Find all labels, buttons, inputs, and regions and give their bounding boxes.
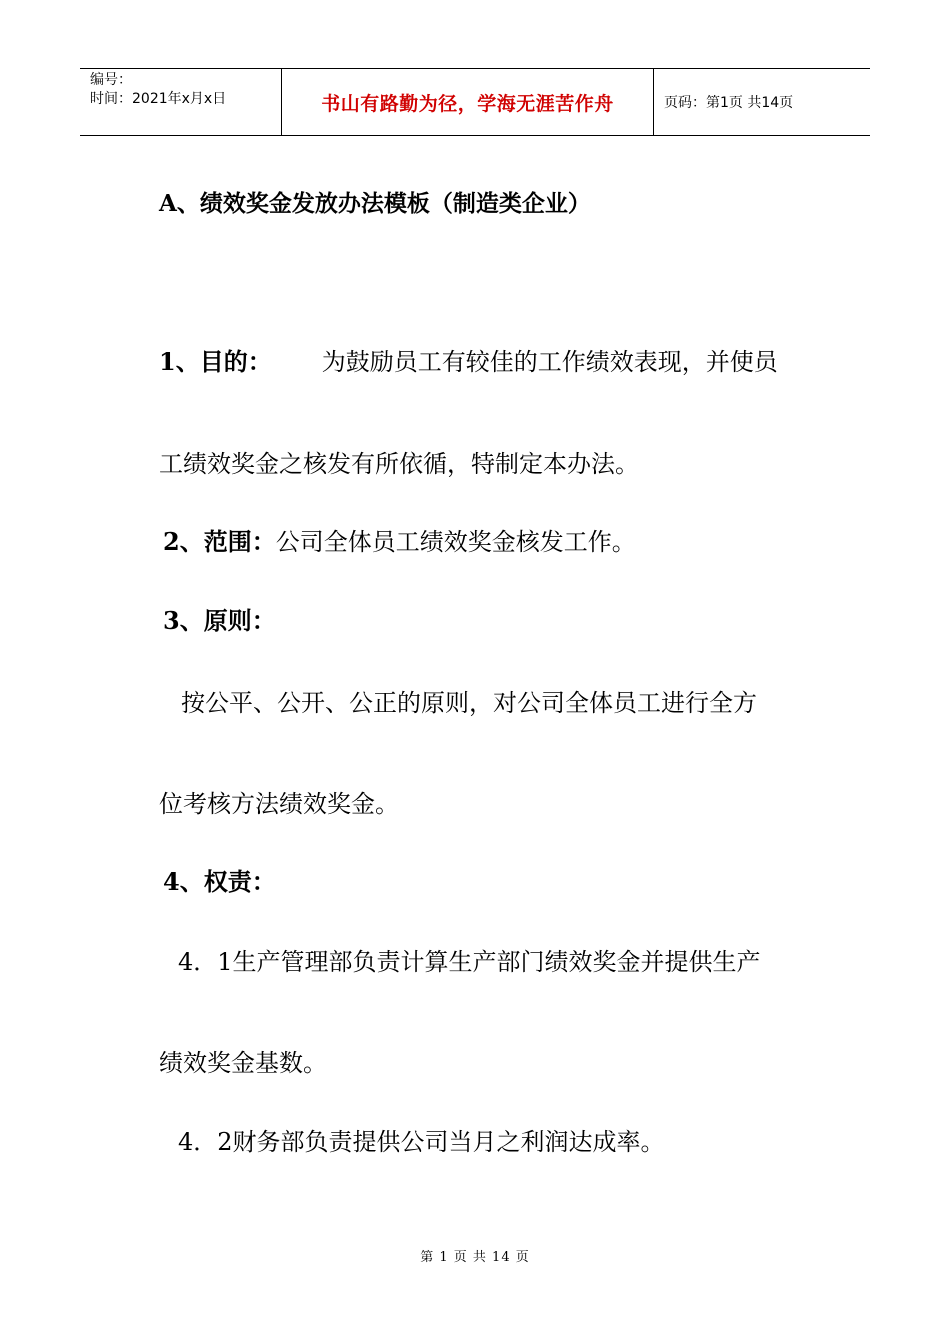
section-3-heading: 3、原则：	[163, 606, 276, 635]
section-4-1-line-1: 4．1生产管理部负责计算生产部门绩效奖金并提供生产	[178, 948, 761, 976]
section-1-line-2: 工绩效奖金之核发有所依循，特制定本办法。	[159, 450, 639, 478]
document-number-label: 编号：	[90, 72, 132, 88]
header-meta-cell	[80, 69, 281, 135]
section-2-line	[163, 526, 636, 558]
document-header-table	[80, 68, 870, 136]
document-date-label: 时间：2021年x月x日	[90, 91, 227, 107]
header-motto-cell	[281, 69, 654, 135]
section-2-text: 公司全体员工绩效奖金核发工作。	[275, 528, 636, 556]
section-2-heading: 2、范围：	[163, 527, 276, 556]
section-4-heading: 4、权责：	[163, 867, 276, 896]
section-3-line-2: 位考核方法绩效奖金。	[159, 790, 399, 818]
section-4-1-line-2: 绩效奖金基数。	[159, 1049, 327, 1077]
section-1-text: 为鼓励员工有较佳的工作绩效表现，并使员	[321, 348, 778, 376]
page-footer: 第 1 页 共 14 页	[420, 1250, 530, 1265]
section-1-line-1	[159, 346, 778, 378]
section-4-2-line: 4．2财务部负责提供公司当月之利润达成率。	[178, 1128, 665, 1156]
header-page-info: 页码：第1页 共14页	[664, 95, 794, 111]
section-3-line-1: 按公平、公开、公正的原则，对公司全体员工进行全方	[181, 689, 757, 717]
document-title: A、绩效奖金发放办法模板（制造类企业）	[159, 190, 591, 217]
header-page-cell	[654, 69, 870, 135]
header-motto: 书山有路勤为径，学海无涯苦作舟	[321, 92, 614, 115]
section-1-heading: 1、目的：	[159, 347, 272, 376]
